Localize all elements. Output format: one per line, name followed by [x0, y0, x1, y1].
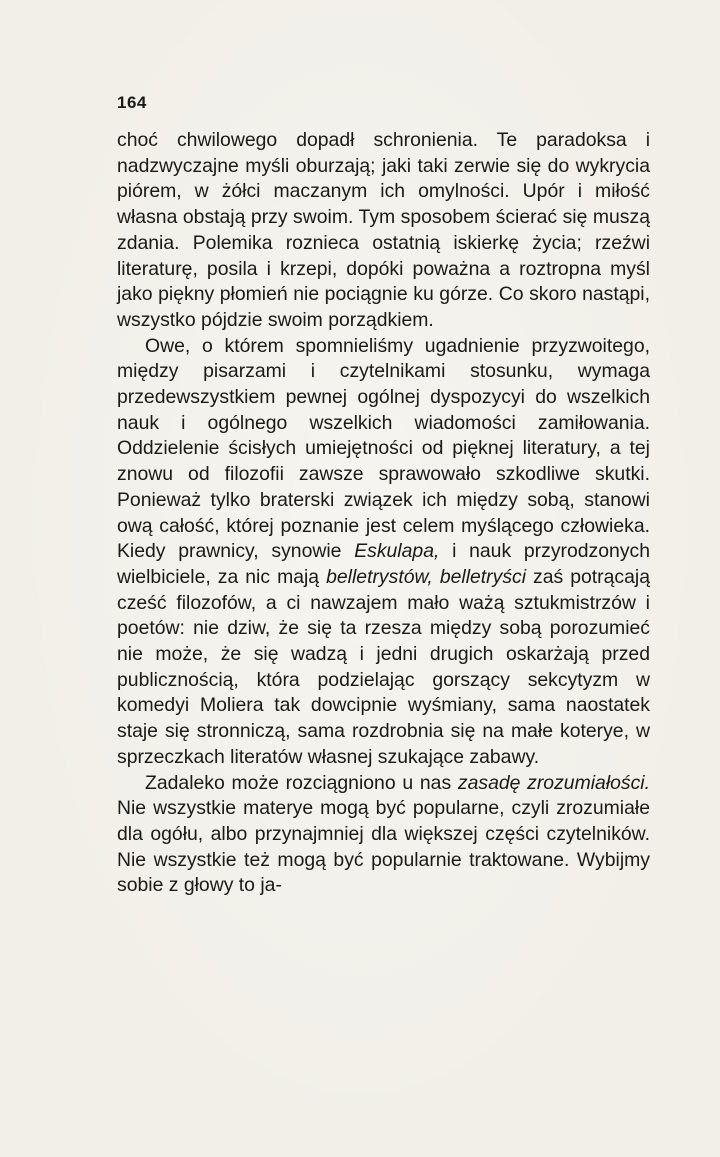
italic-segment: belletrystów, belletryści — [326, 565, 527, 588]
text-segment: Nie wszystkie materye mogą być popularne, czyli zrozumiałe dla ogółu, albo przynajmniej dla większej części czytelników. Nie wszystkie też mogą być popularnie traktowane. Wybijmy sobie z głowy to ja- — [117, 797, 650, 897]
italic-segment: Eskulapa, — [354, 540, 440, 563]
text-segment: Owe, o którem spomnieliśmy ugadnienie przyzwoitego, między pisarzami i czytelnikami stosunku, wymaga przedewszystkiem pewnej ogólnej dyspozycyi do wszelkich nauk i ogólnego wszelkich wiadomości zamiłowania. Oddzielenie ścisłych umiejętności od pięknej literatury, a tej znowu od filozofii zawsze sprawowało szkodliwe skutki. Ponieważ tylko braterski związek ich między sobą, stanowi ową całość, której poznanie jest celem myślącego człowieka. Kiedy prawnicy, synowie — [117, 334, 650, 563]
text-segment: choć chwilowego dopadł schronienia. Te paradoksa i nadzwyczajne myśli oburzają; jaki taki zerwie się do wykrycia piórem, w żółci maczanym ich omylności. Upór i miłość własna obstają przy swoim. Tym sposobem ścierać się muszą zdania. Polemika roznieca ostatnią iskierkę życia; rzeźwi literaturę, posila i krzepi, dopóki poważna a roztropna myśl jako piękny płomień nie pociągnie ku górze. Co skoro nastąpi, wszystko pójdzie swoim porządkiem. — [117, 129, 650, 331]
paragraph-2 — [117, 334, 650, 771]
text-segment: i nauk przyrodzonych wielbiciele, za nic mają — [117, 540, 650, 588]
text-segment: Zadaleko może rozciągniono u nas — [145, 771, 458, 794]
italic-segment: zasadę zrozumiałości. — [457, 771, 650, 794]
body-text — [117, 128, 650, 899]
text-segment: zaś potrącają cześć filozofów, a ci nawzajem mało ważą sztukmistrzów i poetów: nie dziw, że się ta rzesza między sobą porozumieć nie może, że się wadzą i jedni drugich oskarżają przed publicznością, która podzielając gorszący sekcytyzm w komedyi Moliera tak dowcipnie wyśmiany, sama naostatek staje się stronniczą, sama rozdrobnia się na małe koterye, w sprzeczkach literatów własnej szukające zabawy. — [117, 565, 650, 768]
paragraph-1 — [117, 128, 650, 334]
paragraph-3 — [117, 771, 650, 900]
page-number: 164 — [117, 93, 147, 112]
